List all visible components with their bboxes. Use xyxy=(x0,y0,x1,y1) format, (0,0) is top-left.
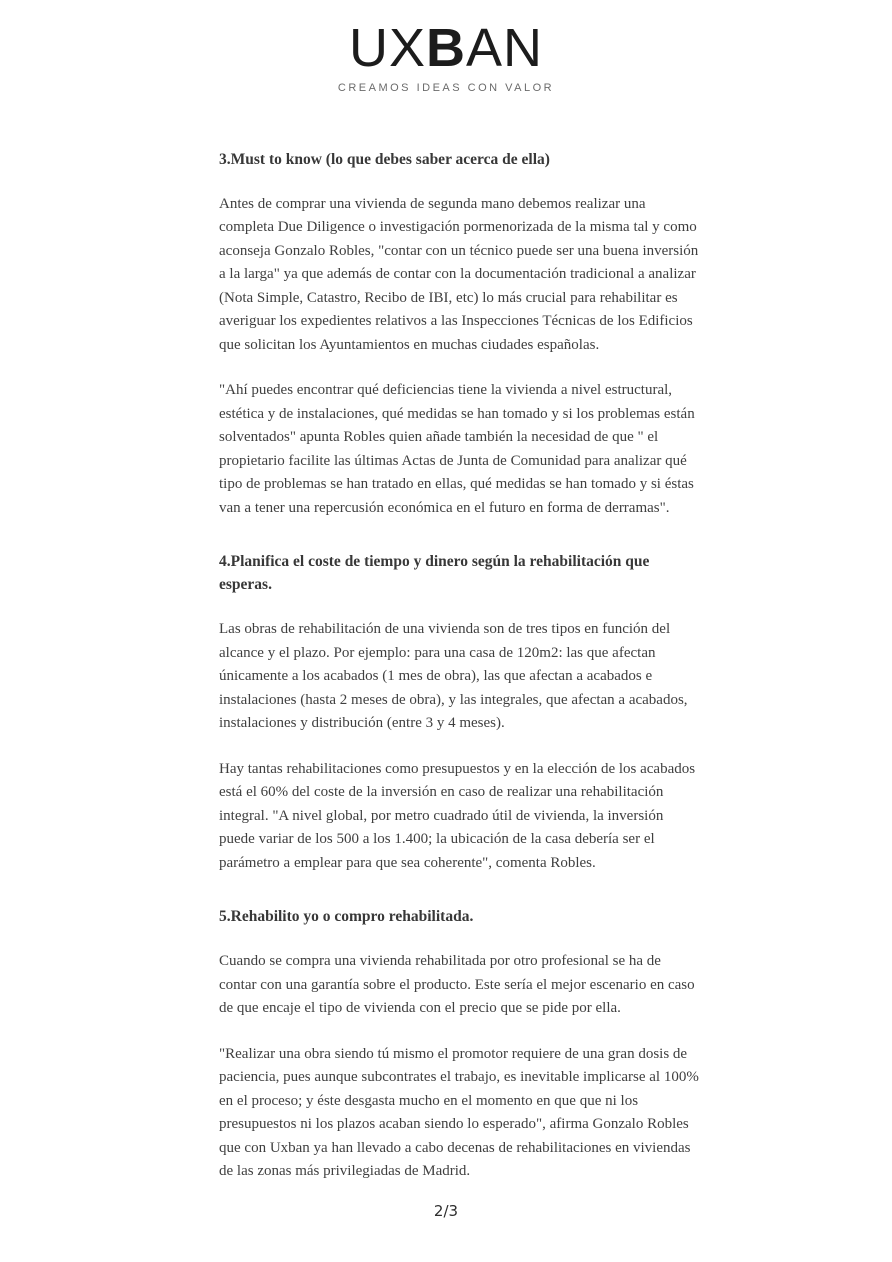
article-paragraph: Cuando se compra una vivienda rehabilitada por otro profesional se ha de contar con una garantía sobre el producto. Este sería el mejor escenario en caso de que encaje el tipo de vivienda con el precio que se pide por ella. xyxy=(219,953,695,1017)
article-body xyxy=(219,148,701,1184)
article-paragraph: "Realizar una obra siendo tú mismo el promotor requiere de una gran dosis de paciencia, pues aunque subcontrates el trabajo, es inevitable implicarse al 100% en el proceso; y éste desgasta mucho en el momento en que que ni los presupuestos ni los plazos acaban siendo lo esperado", afirma Gonzalo Robles que con Uxban ya han llevado a cabo decenas de rehabilitaciones en viviendas de las zonas más privilegiadas de Madrid. xyxy=(219,1045,699,1180)
section-heading-4: 4.Planifica el coste de tiempo y dinero según la rehabilitación que esperas. xyxy=(219,553,650,594)
uxban-logo xyxy=(0,0,892,94)
logo-part-an: AN xyxy=(466,18,544,78)
section-heading-5: 5.Rehabilito yo o compro rehabilitada. xyxy=(219,908,474,926)
logo-part-b: B xyxy=(426,18,466,78)
logo-part-ux: UX xyxy=(348,18,426,78)
article-paragraph: Antes de comprar una vivienda de segunda mano debemos realizar una completa Due Diligence o investigación pormenorizada de la misma tal y como aconseja Gonzalo Robles, "contar con un técnico puede ser una buena inversión a la larga" ya que además de contar con la documentación tradicional a analizar (Nota Simple, Catastro, Recibo de IBI, etc) lo más crucial para rehabilitar es averiguar los expedientes relativos a las Inspecciones Técnicas de los Edificios que solicitan los Ayuntamientos en muchas ciudades españolas. xyxy=(219,195,699,353)
article-paragraph: "Ahí puedes encontrar qué deficiencias tiene la vivienda a nivel estructural, estética y de instalaciones, qué medidas se han tomado y si los problemas están solventados" apunta Robles quien añade también la necesidad de que " el propietario facilite las últimas Actas de Junta de Comunidad para analizar qué tipo de problemas se han tratado en ellas, qué medidas se han tomado y si éstas van a tener una repercusión económica en el futuro en forma de derramas". xyxy=(219,382,695,516)
article-paragraph: Hay tantas rehabilitaciones como presupuestos y en la elección de los acabados está el 60% del coste de la inversión en caso de realizar una rehabilitación integral. "A nivel global, por metro cuadrado útil de vivienda, la inversión puede variar de los 500 a los 1.400; la ubicación de la casa debería ser el parámetro a emplear para que sea coherente", comenta Robles. xyxy=(219,760,696,871)
page-number: 2/3 xyxy=(433,1202,459,1220)
logo-wordmark xyxy=(0,20,892,77)
section-heading-3: 3.Must to know (lo que debes saber acerca de ella) xyxy=(219,150,550,168)
article-paragraph: Las obras de rehabilitación de una vivienda son de tres tipos en función del alcance y el plazo. Por ejemplo: para una casa de 120m2: las que afectan únicamente a los acabados (1 mes de obra), las que afectan a acabados e instalaciones (hasta 2 meses de obra), y las integrales, que afectan a acabados, instalaciones y distribución (entre 3 y 4 meses). xyxy=(219,621,688,732)
logo-tagline: CREAMOS IDEAS CON VALOR xyxy=(337,81,555,94)
